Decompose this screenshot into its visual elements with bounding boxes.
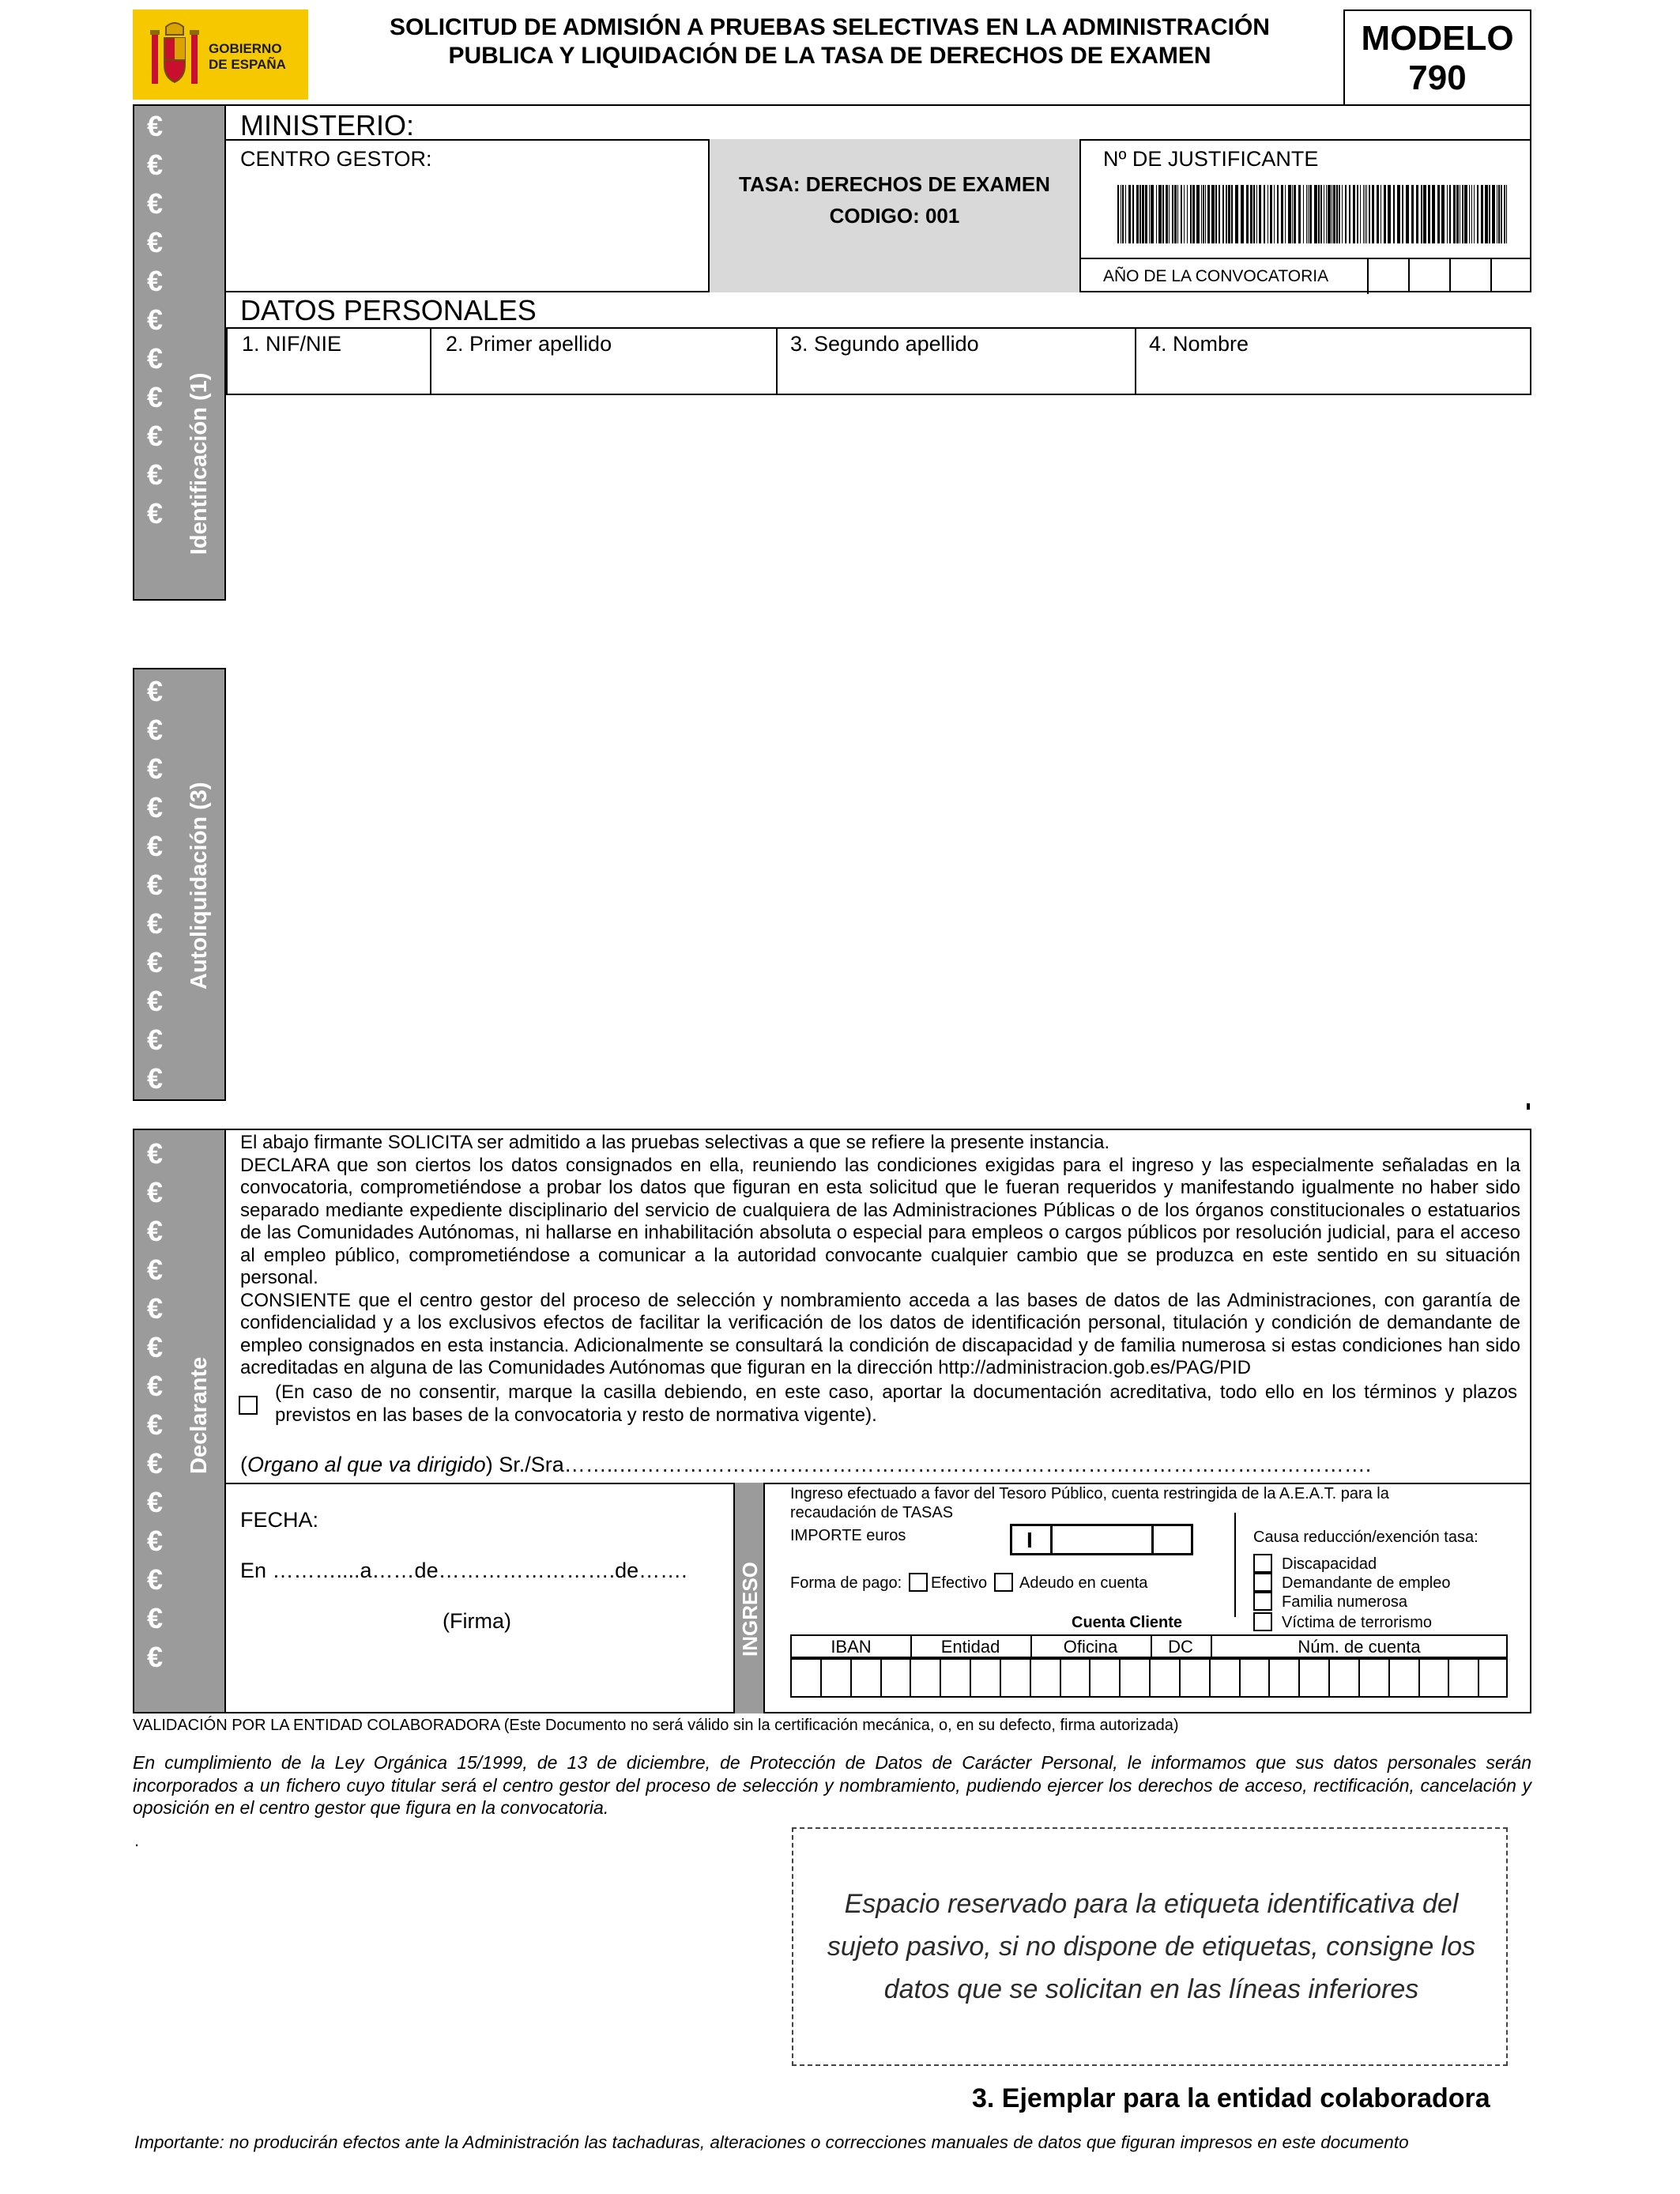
footer-dot: . (134, 1830, 140, 1850)
euro-icon: € (147, 265, 164, 297)
euro-icon: € (147, 1137, 164, 1170)
no-consent-checkbox[interactable] (239, 1396, 258, 1415)
account-digit-cell[interactable] (1089, 1660, 1119, 1696)
efectivo-checkbox[interactable] (909, 1573, 928, 1592)
sidebar-label-declarante: Declarante (186, 1356, 212, 1474)
tasa-title: TASA: DERECHOS DE EXAMEN (739, 172, 1050, 196)
euro-icon: € (147, 1062, 164, 1095)
importe-box[interactable] (1010, 1524, 1193, 1555)
ingreso-sidebar (733, 1483, 765, 1713)
euro-icon: € (147, 907, 164, 940)
lopd-text: En cumplimiento de la Ley Orgánica 15/1999, de 13 de diciembre, de Protección de Datos de Carácter Personal, le informamos que sus datos personales serán incorporados a un fichero cuyo titular será el centro gestor del proceso de selección y nombramiento, pudiendo ejercer los derechos de acceso, rectificación, cancelación y oposición en el centro gestor que figura en la convocatoria. (133, 1752, 1531, 1818)
field-segundo-apellido[interactable]: 3. Segundo apellido (790, 332, 979, 356)
euro-icon: € (147, 110, 164, 142)
account-digit-cell[interactable] (880, 1660, 910, 1696)
account-digit-cell[interactable] (1268, 1660, 1298, 1696)
anio-convocatoria-label: AÑO DE LA CONVOCATORIA (1103, 267, 1329, 285)
account-digit-cell[interactable] (1388, 1660, 1418, 1696)
datos-personales-title: DATOS PERSONALES (240, 294, 537, 326)
importante-note (134, 2132, 1409, 2153)
field-nombre[interactable]: 4. Nombre (1149, 332, 1249, 356)
sidebar-label-autoliquidacion: Autoliquidación (3) (186, 782, 212, 990)
declara-paragraph: DECLARA que son ciertos los datos consignados en ella, reuniendo las condiciones exigidas para el ingreso y las especialmente señaladas en la convocatoria, comprometiéndose a probar los datos que figuran en esta solicitud que le fueran requeridos y manifestando igualmente no haber sido separado mediante expediente disciplinario del servicio de cualquiera de las Administraciones Públicas o de los órganos constitucionales o estatuarios de las Comunidades Autónomas, ni hallarse en inhabilitación absoluta o especial para empleos o cargos públicos por resolución judicial, para el acceso al empleo público, comprometiéndose a comunicar a la autoridad convocante cualquier cambio que se produzca en este sentido en su situación personal. (240, 1154, 1520, 1288)
coat-of-arms-icon (149, 19, 201, 92)
ejemplar-label: 3. Ejemplar para la entidad colaboradora (972, 2083, 1490, 2113)
ingreso-header: Ingreso efectuado a favor del Tesoro Público, cuenta restringida de la A.E.A.T. para la recaudación de TASAS (790, 1485, 1389, 1521)
field-primer-apellido[interactable]: 2. Primer apellido (446, 332, 612, 356)
account-digit-cell[interactable] (1328, 1660, 1358, 1696)
account-digit-cell[interactable] (1298, 1660, 1328, 1696)
euro-icon: € (147, 791, 164, 824)
account-digit-cell[interactable] (1358, 1660, 1388, 1696)
organo-italic: Organo al que va dirigido (247, 1453, 486, 1476)
importe-label: IMPORTE euros (790, 1527, 906, 1544)
government-logo (133, 9, 308, 100)
tasa-box (708, 139, 1081, 292)
account-digit-cell[interactable] (1478, 1660, 1508, 1696)
fecha-label: FECHA: (240, 1508, 319, 1532)
account-header-entidad: Entidad (940, 1637, 1000, 1657)
euro-icon: € (147, 381, 164, 413)
euro-icon: € (147, 1447, 164, 1480)
model-label: MODELO (1361, 19, 1514, 58)
forma-pago-label: Forma de pago: (790, 1574, 902, 1592)
efectivo-label: Efectivo (931, 1574, 988, 1592)
account-digit-cell[interactable] (1209, 1660, 1239, 1696)
validacion-text: VALIDACIÓN POR LA ENTIDAD COLABORADORA (Este Documento no será válido sin la certificación mecánica, o, en su defecto, firma autorizada) (133, 1717, 1179, 1734)
account-digit-cell[interactable] (1418, 1660, 1448, 1696)
account-digit-cell[interactable] (1179, 1660, 1209, 1696)
no-consent-text: (En caso de no consentir, marque la casilla debiendo, en este caso, aportar la documentación acreditativa, todo ello en los términos y plazos previstos en las bases de la convocatoria y resto de normativa vigente). (275, 1382, 1517, 1426)
model-number: 790 (1408, 58, 1467, 97)
euro-icon: € (147, 869, 164, 901)
firma-label[interactable]: (Firma) (443, 1609, 511, 1633)
label-reserved-text: Espacio reservado para la etiqueta identificativa del sujeto pasivo, si no dispone de etiquetas, consigne los datos que se solicitan en las líneas inferiores (827, 1889, 1476, 2004)
model-box (1343, 9, 1531, 106)
consiente-paragraph: CONSIENTE que el centro gestor del proceso de selección y nombramiento acceda a las bases de datos de las Administraciones, con garantía de confidencialidad y a los exclusivos efectos de facilitar la verificación de los datos de identificación personal, titulación y condición de demandante de empleo consignados en esta instancia. Adicionalmente se consultará la condición de discapacidad y de familia numerosa si estas condiciones han sido acreditadas en alguna de las Comunidades Autónomas que figuran en la dirección http://administracion.gob.es/PAG/PID (240, 1289, 1520, 1378)
importante-text: no producirán efectos ante la Administración las tachaduras, alteraciones o correcciones manuales de datos que figuran impresos en este documento (224, 2132, 1409, 2152)
tasa-code: CODIGO: 001 (829, 204, 960, 228)
euro-icon: € (147, 1525, 164, 1557)
causa-discapacidad-label: Discapacidad (1282, 1555, 1377, 1573)
importe-box-letter: I (1026, 1528, 1033, 1552)
importante-label: Importante: (134, 2132, 224, 2152)
account-digit-cell[interactable] (1030, 1660, 1060, 1696)
euro-icon: € (147, 830, 164, 862)
euro-icon: € (147, 1641, 164, 1673)
account-digit-cell[interactable] (1060, 1660, 1090, 1696)
account-digit-cell[interactable] (1448, 1660, 1478, 1696)
centro-gestor-label[interactable]: CENTRO GESTOR: (240, 147, 432, 171)
euro-icon: € (147, 752, 164, 785)
justificante-label: Nº DE JUSTIFICANTE (1103, 147, 1319, 171)
label-reserved-box (792, 1827, 1508, 2066)
euro-icon: € (147, 1331, 164, 1363)
euro-icon: € (147, 1215, 164, 1247)
account-header-oficina: Oficina (1063, 1637, 1118, 1657)
field-nif[interactable]: 1. NIF/NIE (242, 332, 342, 356)
euro-icon: € (147, 458, 164, 491)
euro-icon: € (147, 149, 164, 181)
ingreso-label: INGRESO (738, 1562, 762, 1657)
euro-icon: € (147, 714, 164, 746)
causa-discapacidad-checkbox[interactable] (1253, 1554, 1272, 1573)
euro-icon: € (147, 1253, 164, 1286)
account-digit-cell[interactable] (1000, 1660, 1030, 1696)
account-number-cells[interactable] (790, 1658, 1508, 1698)
account-digit-cell[interactable] (970, 1660, 1000, 1696)
anio-convocatoria-boxes[interactable] (1367, 258, 1530, 294)
causa-victima-label: Víctima de terrorismo (1282, 1614, 1433, 1631)
euro-icon: € (147, 187, 164, 220)
euro-icon: € (147, 1292, 164, 1325)
sidebar-declarante (133, 1129, 226, 1713)
adeudo-label: Adeudo en cuenta (1019, 1574, 1148, 1592)
organo-line[interactable]: (Organo al que va dirigido) Sr./Sra……..……………………………………………………………………………………………. (240, 1453, 1372, 1476)
ministerio-block (226, 104, 1531, 292)
euro-icon: € (147, 1486, 164, 1518)
solicita-paragraph: El abajo firmante SOLICITA ser admitido a las pruebas selectivas a que se refiere la presente instancia. (240, 1132, 1110, 1153)
account-digit-cell[interactable] (850, 1660, 880, 1696)
euro-icon: € (147, 1176, 164, 1208)
organo-sr: Sr./Sra……..……………………………………………………………………………………………. (499, 1453, 1372, 1476)
tick-mark (1527, 1103, 1530, 1110)
account-digit-cell[interactable] (820, 1660, 850, 1696)
euro-icon: € (147, 226, 164, 258)
sidebar-identificacion (133, 104, 226, 601)
causa-victima-checkbox[interactable] (1253, 1612, 1272, 1631)
euro-icon: € (147, 1408, 164, 1441)
ministerio-label: MINISTERIO: (240, 109, 415, 141)
cuenta-cliente-label: Cuenta Cliente (1072, 1614, 1183, 1631)
causa-label: Causa reducción/exención tasa: (1253, 1529, 1478, 1546)
causa-demandante-checkbox[interactable] (1253, 1573, 1272, 1592)
declaracion-block (226, 1129, 1531, 1713)
account-digit-cell[interactable] (1119, 1660, 1149, 1696)
datos-personales-table (226, 327, 1531, 395)
declaracion-text (240, 1132, 1520, 1380)
logo-text-1: GOBIERNO (209, 41, 282, 56)
account-digit-cell[interactable] (1149, 1660, 1179, 1696)
account-digit-cell[interactable] (1239, 1660, 1269, 1696)
account-header-iban: IBAN (831, 1637, 872, 1657)
account-header-dc: DC (1168, 1637, 1193, 1657)
sidebar-label-identificacion: Identificación (1) (186, 372, 212, 555)
euro-icon: € (147, 420, 164, 452)
sidebar-autoliquidacion (133, 668, 226, 1101)
account-digit-cell[interactable] (790, 1660, 820, 1696)
form-title-line-2: PUBLICA Y LIQUIDACIÓN DE LA TASA DE DERECHOS DE EXAMEN (448, 43, 1211, 69)
euro-icon: € (147, 1602, 164, 1634)
causa-familia-label: Familia numerosa (1282, 1593, 1407, 1611)
euro-icon: € (147, 946, 164, 978)
account-digit-cell[interactable] (940, 1660, 970, 1696)
euro-icon: € (147, 1370, 164, 1402)
fecha-line[interactable]: En ………....a……de…………………….de……. (240, 1559, 687, 1582)
logo-text-2: DE ESPAÑA (209, 57, 286, 72)
adeudo-checkbox[interactable] (994, 1573, 1013, 1592)
euro-icon: € (147, 985, 164, 1017)
account-header-num: Núm. de cuenta (1298, 1637, 1421, 1657)
euro-icon: € (147, 1023, 164, 1056)
account-digit-cell[interactable] (910, 1660, 940, 1696)
causa-demandante-label: Demandante de empleo (1282, 1574, 1451, 1592)
barcode-icon (1117, 185, 1512, 243)
euro-icon: € (147, 497, 164, 530)
euro-icon: € (147, 342, 164, 375)
account-header-row (790, 1634, 1508, 1658)
causa-familia-checkbox[interactable] (1253, 1592, 1272, 1611)
euro-icon: € (147, 303, 164, 336)
euro-icon: € (147, 1563, 164, 1596)
euro-icon: € (147, 675, 164, 707)
form-title-line-1: SOLICITUD DE ADMISIÓN A PRUEBAS SELECTIVAS EN LA ADMINISTRACIÓN (390, 14, 1270, 40)
